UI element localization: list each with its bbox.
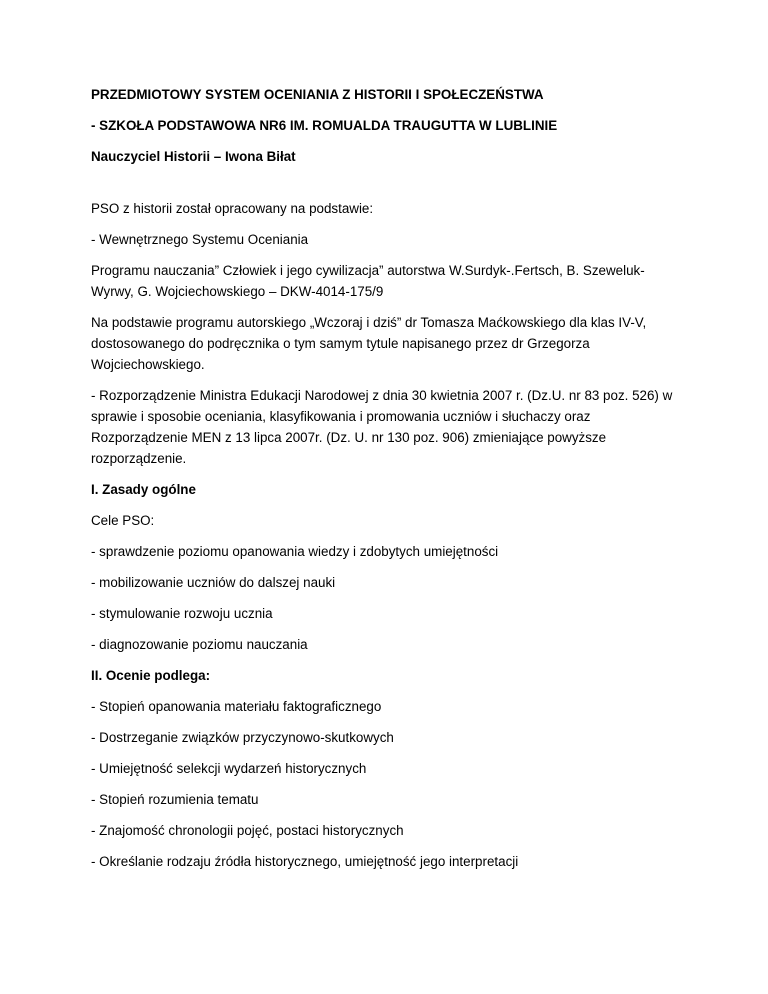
list-item: - stymulowanie rozwoju ucznia	[91, 606, 273, 621]
section-heading: I. Zasady ogólne	[91, 482, 196, 497]
basis-item: - Rozporządzenie Ministra Edukacji Narodowej z dnia 30 kwietnia 2007 r. (Dz.U. nr 83 poz. 526) w sprawie i sposobie oceniania, klasyfikowania i promowania uczniów i słuchaczy oraz Rozporządzenie MEN z 13 lipca 2007r. (Dz. U. nr 130 poz. 906) zmieniające powyższe rozporządzenie.	[91, 388, 673, 466]
list-item: - Znajomość chronologii pojęć, postaci historycznych	[91, 823, 404, 838]
section-heading: II. Ocenie podlega:	[91, 668, 211, 683]
list-item: - Stopień opanowania materiału faktograficznego	[91, 699, 382, 714]
list-item: - sprawdzenie poziomu opanowania wiedzy i zdobytych umiejętności	[91, 544, 499, 559]
list-item: - Dostrzeganie związków przyczynowo-skutkowych	[91, 730, 394, 745]
intro-text: PSO z historii został opracowany na podstawie:	[91, 201, 374, 216]
basis-item: Na podstawie programu autorskiego „Wczoraj i dziś” dr Tomasza Maćkowskiego dla klas IV-V, dostosowanego do podręcznika o tym samym tytule napisanego przez dr Grzegorza Wojciechowskiego.	[91, 315, 647, 372]
list-item: - mobilizowanie uczniów do dalszej nauki	[91, 575, 336, 590]
section-subheading: Cele PSO:	[91, 513, 155, 528]
list-item: - Stopień rozumienia tematu	[91, 792, 259, 807]
list-item: - Umiejętność selekcji wydarzeń historycznych	[91, 761, 367, 776]
list-item: - diagnozowanie poziomu nauczania	[91, 637, 308, 652]
document-title: PRZEDMIOTOWY SYSTEM OCENIANIA Z HISTORII I SPOŁECZEŃSTWA	[91, 87, 544, 102]
school-name: - SZKOŁA PODSTAWOWA NR6 IM. ROMUALDA TRAUGUTTA W LUBLINIE	[91, 118, 558, 133]
spacer	[91, 177, 677, 198]
document-body	[91, 84, 677, 882]
basis-item: Programu nauczania” Człowiek i jego cywilizacja” autorstwa W.Surdyk-.Fertsch, B. Szeweluk-Wyrwy, G. Wojciechowskiego – DKW-4014-175/9	[91, 263, 645, 299]
basis-item: - Wewnętrznego Systemu Oceniania	[91, 232, 309, 247]
list-item: - Określanie rodzaju źródła historycznego, umiejętność jego interpretacji	[91, 854, 519, 869]
teacher-name: Nauczyciel Historii – Iwona Biłat	[91, 149, 296, 164]
